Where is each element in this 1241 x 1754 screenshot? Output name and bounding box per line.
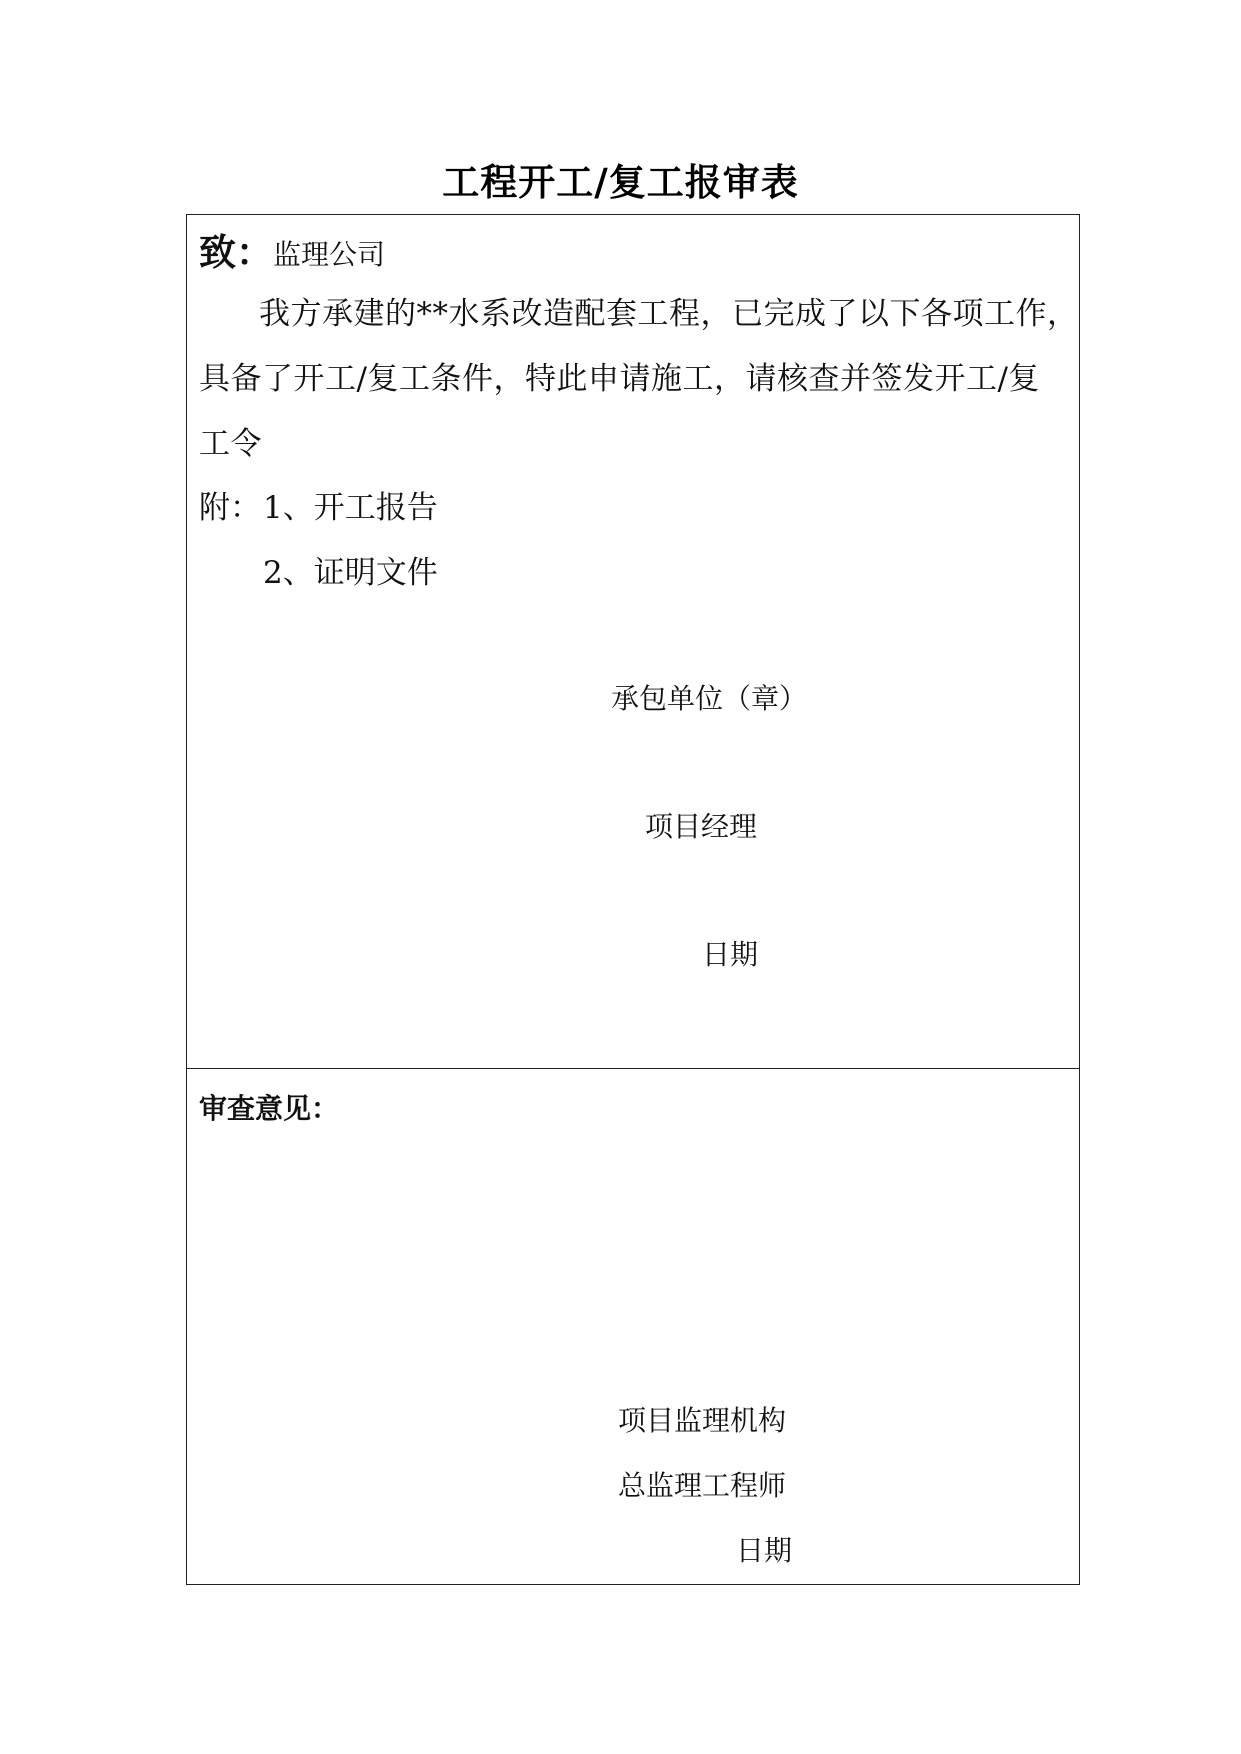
attachments-label: 附：: [199, 490, 261, 526]
review-date-label: 日期: [736, 1534, 793, 1567]
project-manager-label: 项目经理: [645, 810, 758, 843]
approval-form-table: [186, 214, 1080, 1585]
application-text-line-1: 我方承建的**水系改造配套工程，已完成了以下各项工作，: [259, 296, 1079, 332]
form-title: 工程开工/复工报审表: [442, 160, 799, 204]
supervision-org-label: 项目监理机构: [618, 1404, 787, 1437]
review-section: [187, 1069, 1079, 1586]
contractor-date-label: 日期: [702, 938, 759, 971]
contractor-seal-label: 承包单位（章）: [611, 682, 808, 715]
attachment-item: 2、证明文件: [263, 555, 438, 591]
application-section: [187, 215, 1079, 1069]
recipient-name: 监理公司: [273, 238, 386, 271]
attachment-item: 1、开工报告: [263, 490, 438, 526]
chief-engineer-label: 总监理工程师: [618, 1469, 787, 1502]
review-opinion-label: 审查意见：: [199, 1092, 340, 1125]
application-text-line-2: 具备了开工/复工条件，特此申请施工，请核查并签发开工/复: [199, 361, 1040, 397]
recipient-label: 致：: [199, 230, 273, 274]
application-text-line-3: 工令: [199, 426, 262, 462]
